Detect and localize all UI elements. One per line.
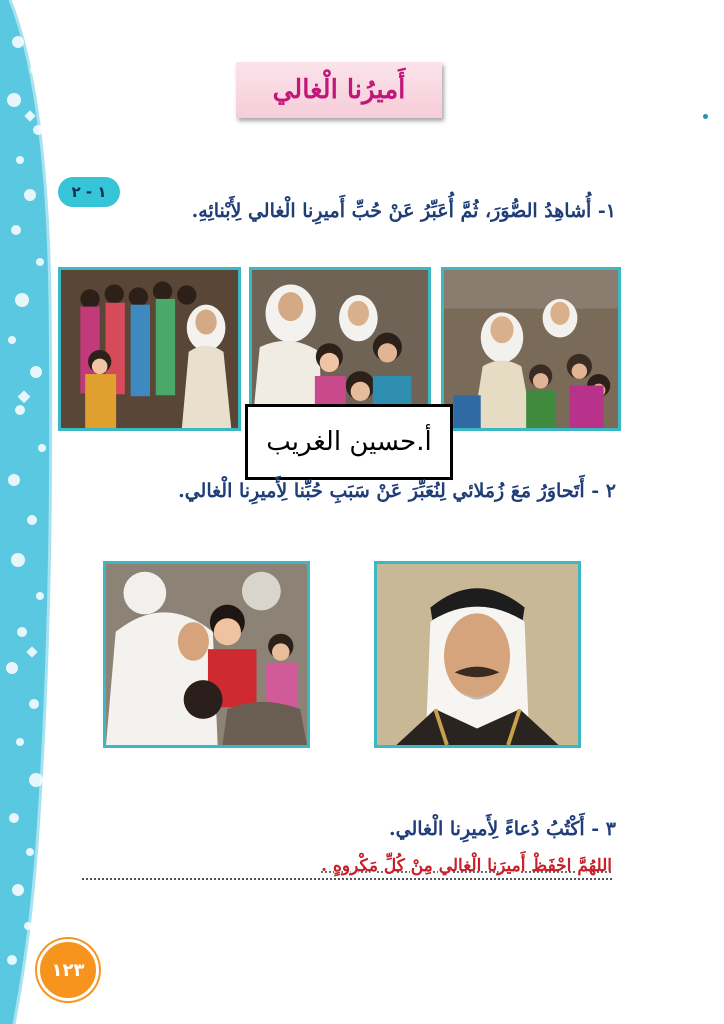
- photo-emir-portrait: [374, 561, 581, 748]
- question-3: ٣ - أَكْتُبُ دُعاءً لِأَميرِنا الْغالي.: [389, 818, 616, 840]
- lesson-badge: ١ - ٢: [58, 177, 120, 207]
- question-1: ١- أُشاهِدُ الصُّوَرَ، ثُمَّ أُعَبِّرُ عَنْ حُبِّ أَميرِنا الْغالي لِأَبْنائِهِ.: [191, 200, 616, 222]
- photo-emir-with-children-3: [58, 267, 241, 431]
- photo-emir-kissing-child: [103, 561, 310, 748]
- question-2: ٢ - أَتَحاوَرُ مَعَ زُمَلائي لِنُعَبِّرَ عَنْ سَبَبِ حُبِّنا لِأَميرِنا الْغالي.: [178, 480, 616, 502]
- watermark-text: أ.حسين الغريب: [266, 427, 432, 457]
- answer-text: اللهُمَّ احْفَظْ أَميرَنا الْغالي مِنْ كُلِّ مَكْروهٍ .: [315, 856, 612, 876]
- page-number: ١٢٣: [37, 939, 99, 1001]
- decorative-dot: [703, 114, 708, 119]
- dotted-writing-line: [82, 878, 612, 880]
- photo-emir-with-children-1: [441, 267, 621, 431]
- watermark-label: [245, 404, 453, 480]
- page-title: أَميرُنا الْغالي: [272, 75, 406, 105]
- title-banner: [236, 62, 442, 118]
- answer-line: [82, 856, 612, 886]
